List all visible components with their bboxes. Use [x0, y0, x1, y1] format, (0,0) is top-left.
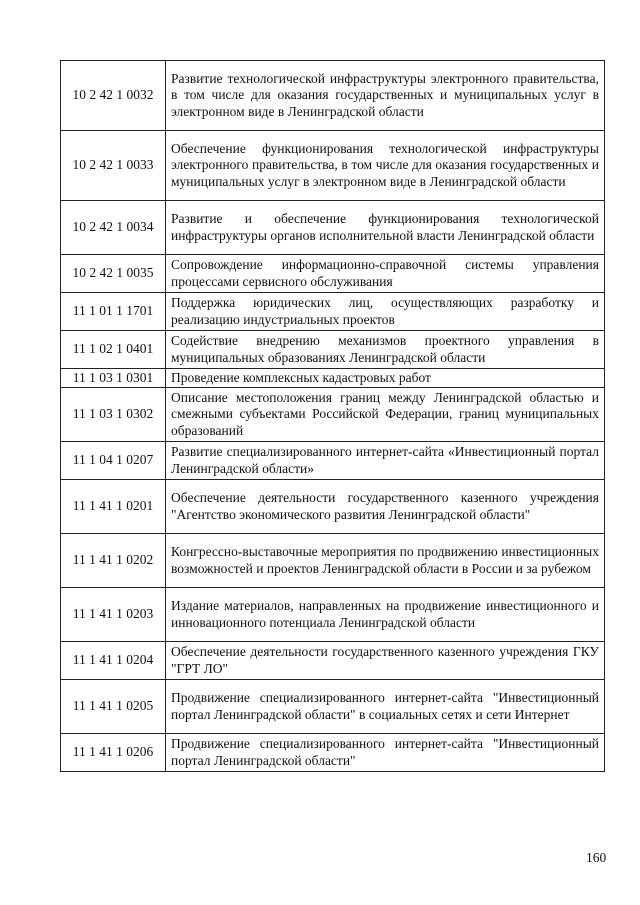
row-code: 10 2 42 1 0034: [61, 201, 166, 255]
row-description: Проведение комплексных кадастровых работ: [166, 369, 605, 388]
row-code: 11 1 41 1 0204: [61, 642, 166, 680]
table-row: [61, 588, 605, 642]
row-code: 11 1 41 1 0201: [61, 480, 166, 534]
table-row: [61, 201, 605, 255]
table-row: [61, 534, 605, 588]
row-description: Содействие внедрению механизмов проектного управления в муниципальных образованиях Ленинградской области: [166, 331, 605, 369]
row-code: 11 1 03 1 0301: [61, 369, 166, 388]
budget-code-table: [60, 60, 605, 772]
table-row: [61, 442, 605, 480]
row-description: Описание местоположения границ между Ленинградской областью и смежными субъектами Российской Федерации, границ муниципальных образований: [166, 388, 605, 442]
row-description: Конгрессно-выставочные мероприятия по продвижению инвестиционных возможностей и проектов Ленинградской области в России и за рубежом: [166, 534, 605, 588]
table-row: [61, 293, 605, 331]
row-code: 11 1 41 1 0206: [61, 734, 166, 772]
table-row: [61, 680, 605, 734]
row-description: Обеспечение функционирования технологической инфраструктуры электронного правительства, в том числе для оказания государственных и муниципальных услуг в электронном виде в Ленинградской области: [166, 131, 605, 201]
row-description: Продвижение специализированного интернет-сайта "Инвестиционный портал Ленинградской области" в социальных сетях и сети Интернет: [166, 680, 605, 734]
table-row: [61, 61, 605, 131]
table-row: [61, 369, 605, 388]
table-row: [61, 642, 605, 680]
row-code: 11 1 41 1 0203: [61, 588, 166, 642]
row-description: Обеспечение деятельности государственного казенного учреждения "Агентство экономического развития Ленинградской области": [166, 480, 605, 534]
row-code: 10 2 42 1 0032: [61, 61, 166, 131]
row-description: Продвижение специализированного интернет-сайта "Инвестиционный портал Ленинградской области": [166, 734, 605, 772]
row-code: 11 1 41 1 0205: [61, 680, 166, 734]
row-code: 11 1 41 1 0202: [61, 534, 166, 588]
table-row: [61, 734, 605, 772]
table-body: [61, 61, 605, 772]
row-description: Развитие технологической инфраструктуры электронного правительства, в том числе для оказания государственных и муниципальных услуг в электронном виде в Ленинградской области: [166, 61, 605, 131]
row-description: Развитие специализированного интернет-сайта «Инвестиционный портал Ленинградской области»: [166, 442, 605, 480]
row-description: Обеспечение деятельности государственного казенного учреждения ГКУ "ГРТ ЛО": [166, 642, 605, 680]
table-row: [61, 255, 605, 293]
table-row: [61, 480, 605, 534]
table-row: [61, 331, 605, 369]
row-description: Поддержка юридических лиц, осуществляющих разработку и реализацию индустриальных проектов: [166, 293, 605, 331]
table-row: [61, 131, 605, 201]
row-code: 11 1 01 1 1701: [61, 293, 166, 331]
table-row: [61, 388, 605, 442]
row-description: Сопровождение информационно-справочной системы управления процессами сервисного обслуживания: [166, 255, 605, 293]
row-code: 10 2 42 1 0033: [61, 131, 166, 201]
row-description: Издание материалов, направленных на продвижение инвестиционного и инновационного потенциала Ленинградской области: [166, 588, 605, 642]
row-code: 11 1 03 1 0302: [61, 388, 166, 442]
row-description: Развитие и обеспечение функционирования технологической инфраструктуры органов исполнительной власти Ленинградской области: [166, 201, 605, 255]
page-number: 160: [586, 850, 607, 865]
row-code: 11 1 04 1 0207: [61, 442, 166, 480]
row-code: 11 1 02 1 0401: [61, 331, 166, 369]
row-code: 10 2 42 1 0035: [61, 255, 166, 293]
